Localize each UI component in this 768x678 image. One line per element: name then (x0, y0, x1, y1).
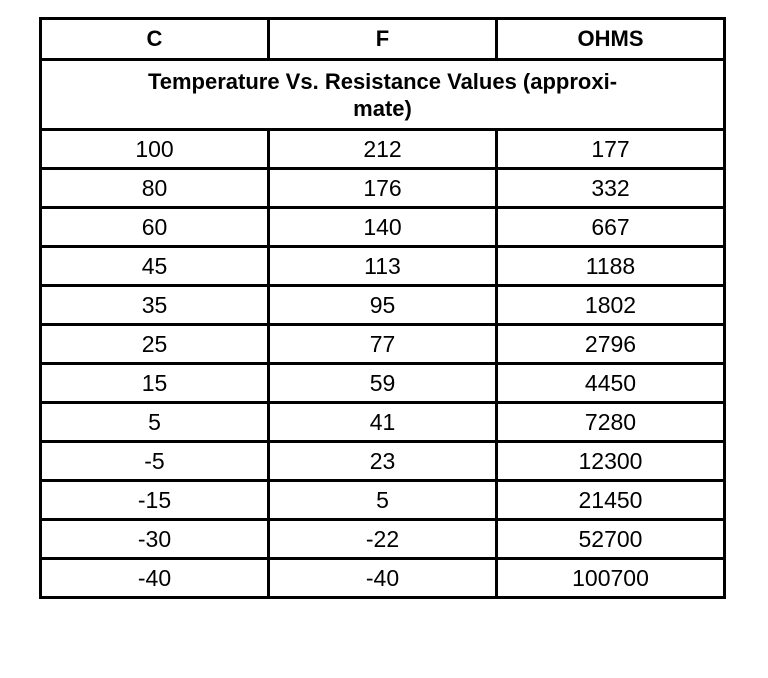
celsius-cell: -30 (41, 520, 269, 559)
ohms-cell: 177 (497, 130, 725, 169)
fahrenheit-cell: 41 (269, 403, 497, 442)
caption-row (41, 60, 725, 130)
header-fahrenheit: F (269, 19, 497, 60)
header-ohms: OHMS (497, 19, 725, 60)
fahrenheit-cell: 23 (269, 442, 497, 481)
ohms-cell: 1802 (497, 286, 725, 325)
ohms-cell: 667 (497, 208, 725, 247)
table-row (41, 208, 725, 247)
ohms-cell: 21450 (497, 481, 725, 520)
celsius-cell: 100 (41, 130, 269, 169)
celsius-cell: 60 (41, 208, 269, 247)
ohms-cell: 100700 (497, 559, 725, 598)
fahrenheit-cell: 5 (269, 481, 497, 520)
ohms-cell: 7280 (497, 403, 725, 442)
fahrenheit-cell: 140 (269, 208, 497, 247)
header-row (41, 19, 725, 60)
celsius-cell: 35 (41, 286, 269, 325)
table-row (41, 559, 725, 598)
table-caption (41, 60, 725, 130)
table-row (41, 403, 725, 442)
caption-line-2: mate) (353, 95, 412, 121)
fahrenheit-cell: -40 (269, 559, 497, 598)
ohms-cell: 1188 (497, 247, 725, 286)
table-row (41, 442, 725, 481)
celsius-cell: -5 (41, 442, 269, 481)
caption-line-1: Temperature Vs. Resistance Values (approxi- (147, 68, 618, 94)
fahrenheit-cell: 212 (269, 130, 497, 169)
celsius-cell: 45 (41, 247, 269, 286)
ohms-cell: 2796 (497, 325, 725, 364)
celsius-cell: -40 (41, 559, 269, 598)
table-row (41, 364, 725, 403)
table-row (41, 325, 725, 364)
celsius-cell: 25 (41, 325, 269, 364)
ohms-cell: 12300 (497, 442, 725, 481)
ohms-cell: 332 (497, 169, 725, 208)
table-row (41, 481, 725, 520)
fahrenheit-cell: 59 (269, 364, 497, 403)
table-header (41, 19, 725, 60)
temperature-resistance-table (39, 17, 726, 599)
table-row (41, 520, 725, 559)
ohms-cell: 52700 (497, 520, 725, 559)
celsius-cell: 15 (41, 364, 269, 403)
celsius-cell: 80 (41, 169, 269, 208)
ohms-cell: 4450 (497, 364, 725, 403)
fahrenheit-cell: 77 (269, 325, 497, 364)
fahrenheit-cell: 113 (269, 247, 497, 286)
fahrenheit-cell: 176 (269, 169, 497, 208)
table-row (41, 130, 725, 169)
celsius-cell: 5 (41, 403, 269, 442)
table-row (41, 247, 725, 286)
table-row (41, 286, 725, 325)
fahrenheit-cell: 95 (269, 286, 497, 325)
table-body (41, 60, 725, 598)
celsius-cell: -15 (41, 481, 269, 520)
table-row (41, 169, 725, 208)
fahrenheit-cell: -22 (269, 520, 497, 559)
header-celsius: C (41, 19, 269, 60)
